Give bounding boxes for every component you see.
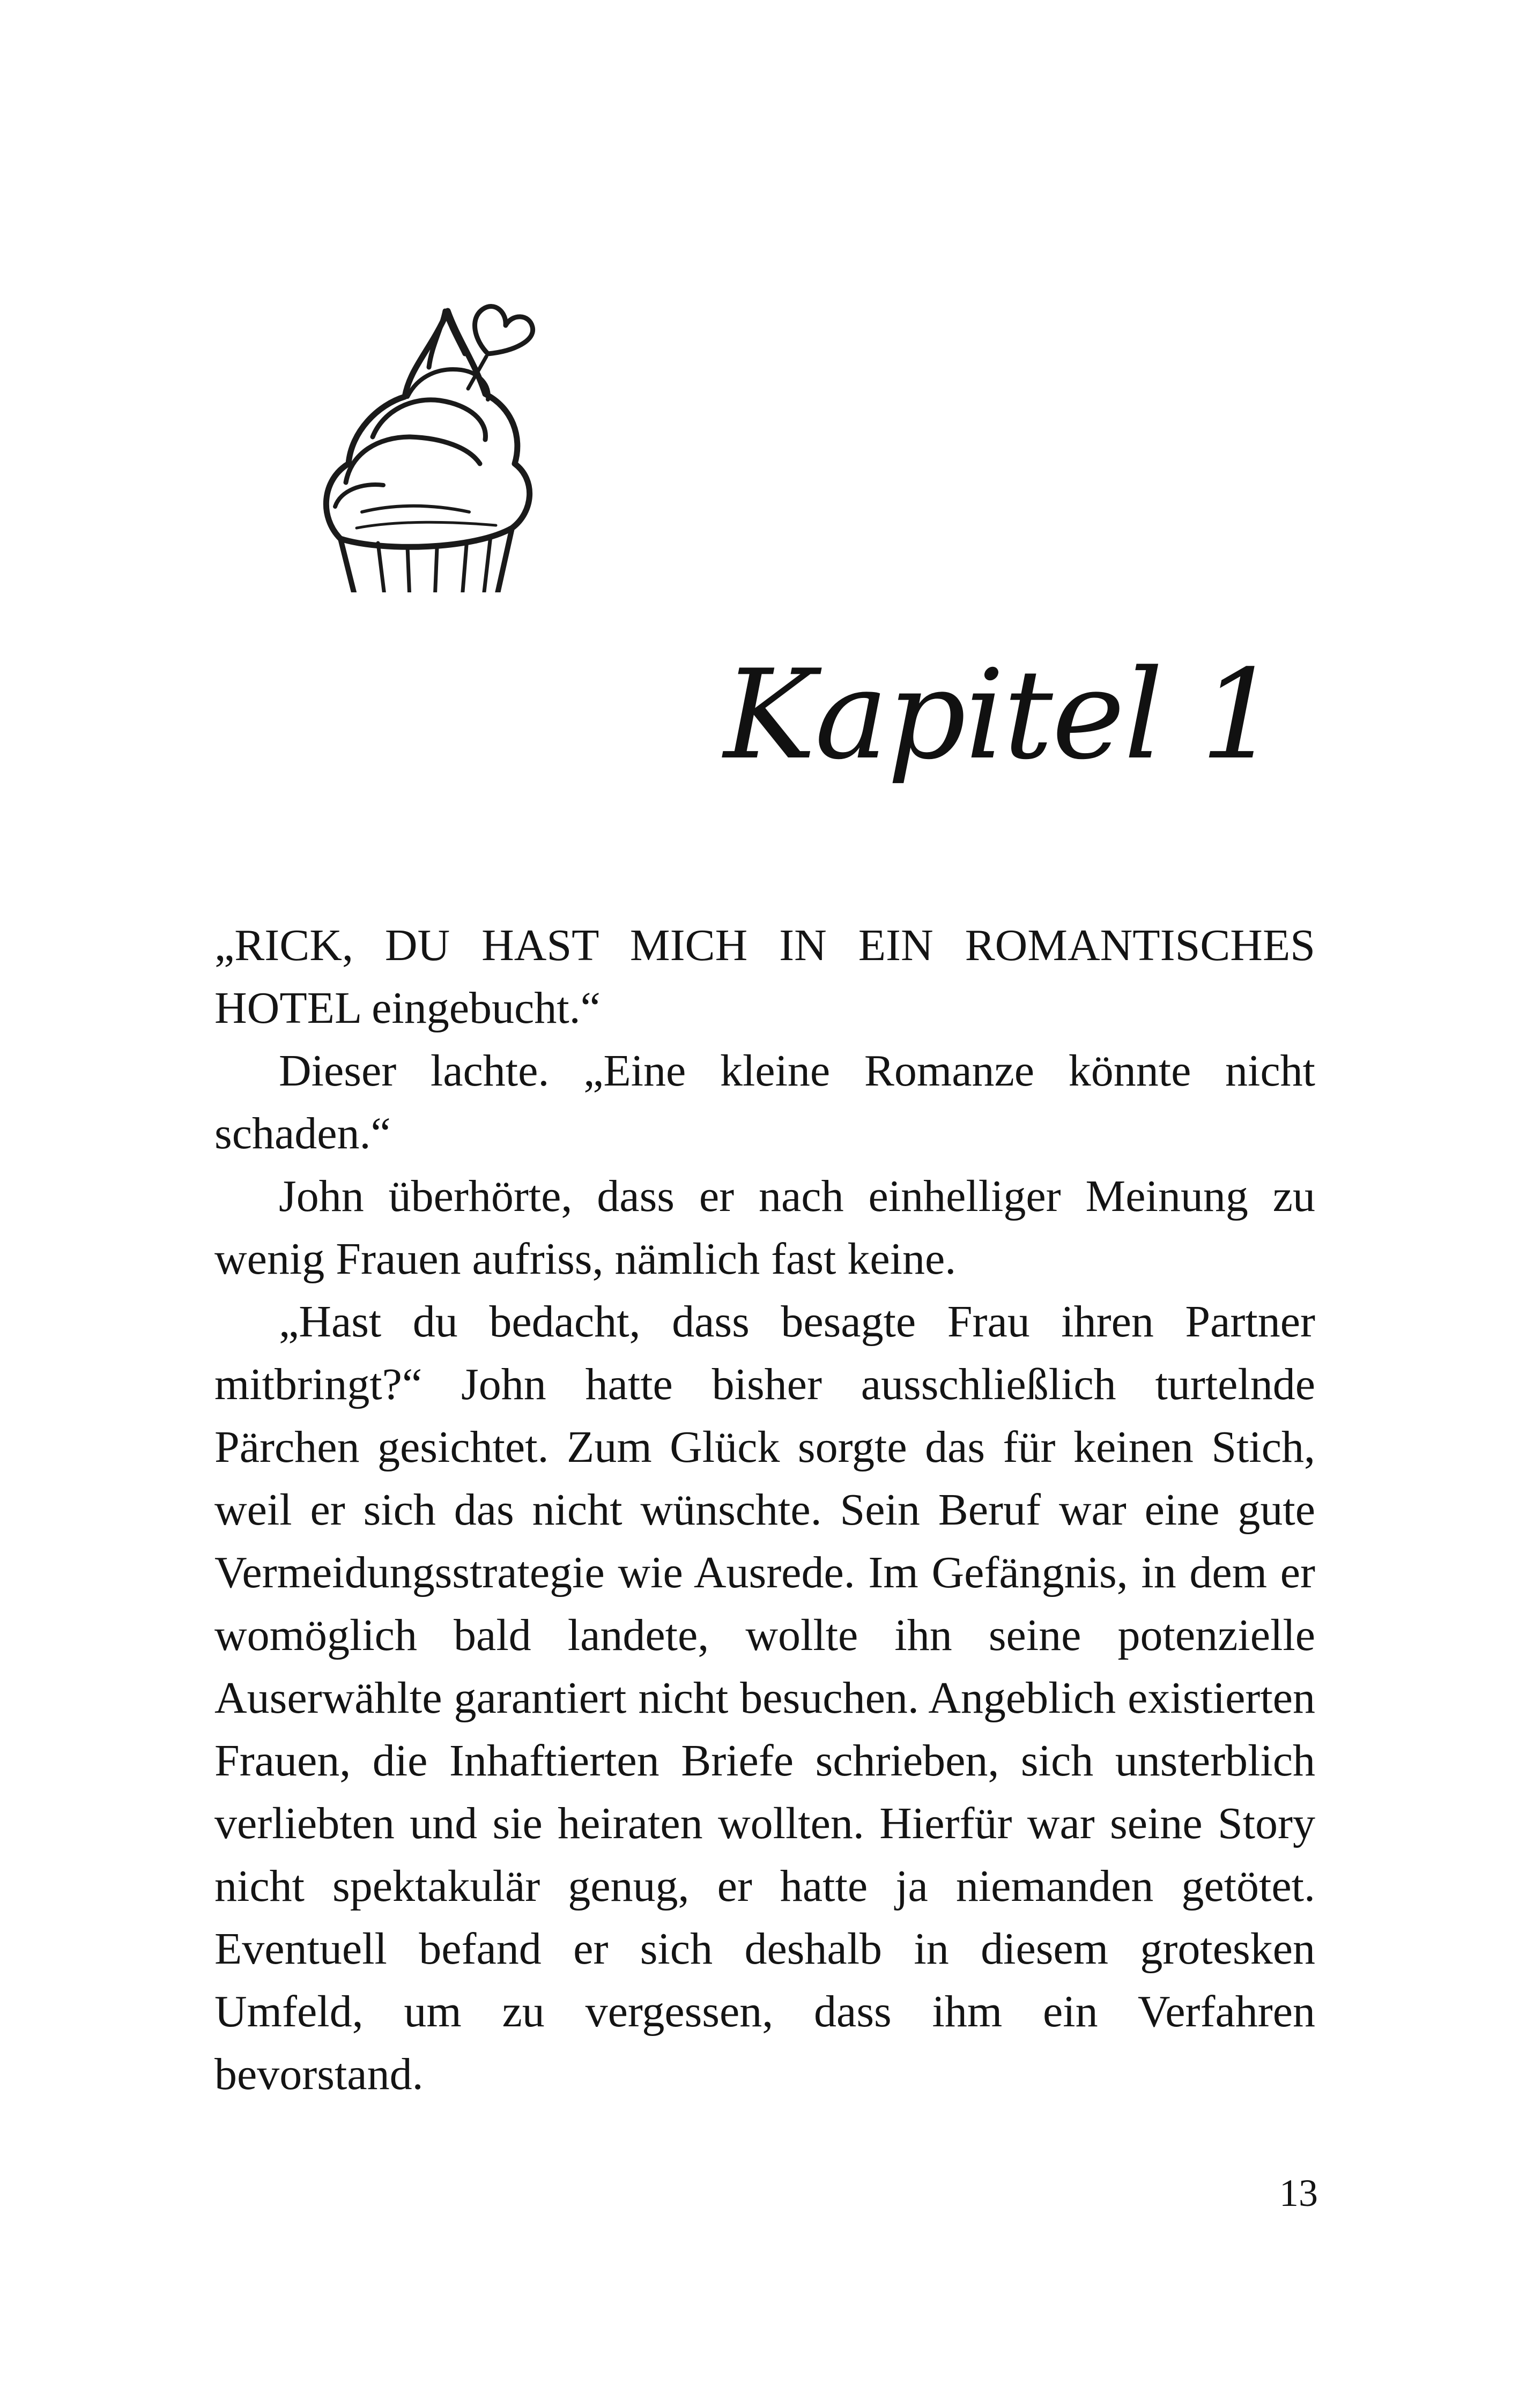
chapter-title: Kapitel 1 (723, 644, 1278, 787)
chapter-body (214, 914, 1315, 2106)
paragraph: Dieser lachte. „Eine kleine Romanze könnte nicht schaden.“ (214, 1046, 1315, 1158)
cupcake-with-heart-icon (298, 260, 598, 592)
paragraph: „Hast du bedacht, dass besagte Frau ihren Partner mitbringt?“ John hatte bisher ausschließlich turtelnde Pärchen gesichtet. Zum Glück sorgte das für keinen Stich, weil er sich das nicht wünschte. Sein Beruf war eine gute Vermeidungsstrategie wie Ausrede. Im Gefängnis, in dem er womöglich bald landete, wollte ihn seine potenzielle Auserwählte garantiert nicht besuchen. Angeblich existierten Frauen, die Inhaftierten Briefe schrieben, sich unsterblich verliebten und sie heiraten wollten. Hierfür war seine Story nicht spektakulär genug, er hatte ja niemanden getötet. Eventuell befand er sich deshalb in diesem grotesken Umfeld, um zu vergessen, dass ihm ein Verfahren bevorstand. (214, 1297, 1315, 2099)
paragraph: John überhörte, dass er nach einhelliger Meinung zu wenig Frauen aufriss, nämlich fast keine. (214, 1171, 1315, 1284)
page-number: 13 (1279, 2172, 1318, 2214)
paragraph: „RICK, DU HAST MICH IN EIN ROMANTISCHES HOTEL eingebucht.“ (214, 920, 1315, 1033)
